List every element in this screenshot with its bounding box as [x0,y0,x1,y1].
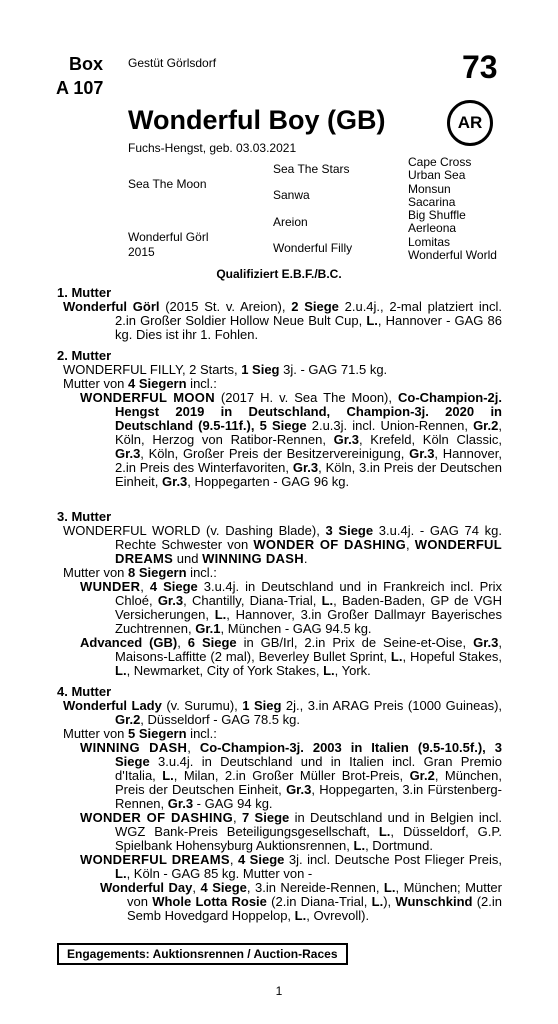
fourth-dam-text: Wonderful Lady (v. Surumu), 1 Sieg 2j., 3.in ARAG Preis (1000 Guineas), Gr.2, Düsseldorf - GAG 78.5 kg. [63,698,503,727]
list-item: WONDERFUL MOON (2017 H. v. Sea The Moon), Co-Champion-2j. Hengst 2019 in Deutschland, Champion-3j. 2020 in Deutschland (9.5-11f.), 5 Siege 2.u.3j. incl. Union-Rennen, Gr.2, Köln, Herzog von Ratibor-Rennen, Gr.3, Krefeld, Köln Classic, Gr.3, Köln, Großer Preis der Besitzervereinigung, Gr.3, Hannover, 2.in Preis des Winterfavoriten, Gr.3, Köln, 3.in Preis der Deutschen Einheit, Gr.3, Hoppegarten - GAG 96 kg. [80,390,502,489]
third-dam-section [57,510,502,678]
catalogue-number: 73 [462,49,498,85]
list-item: Wonderful Day, 4 Siege, 3.in Nereide-Rennen, L., München; Mutter von Whole Lotta Rosie (2.in Diana-Trial, L.), Wunschkind (2.in Semb Hovedgard Hoppelop, L., Ovrevoll). [100,880,502,923]
pedigree-gen2: Sea The Stars [273,162,350,176]
fourth-dam-heading: 4. Mutter [57,684,112,699]
page-number: 1 [275,984,283,998]
fourth-dam-section [57,685,502,923]
list-item: WUNDER, 4 Siege 3.u.4j. in Deutschland und in Frankreich incl. Prix Chloé, Gr.3, Chantilly, Diana-Trial, L., Baden-Baden, GP de VGH Versicherungen, L., Hannover, 3.in Großer Dallmayr Bayerisches Zuchtrennen, Gr.1, München - GAG 94.5 kg. [80,579,502,636]
pedigree-sire: Sea The Moon [128,177,207,191]
pedigree-gen3: Lomitas [408,235,451,249]
pedigree-gen3: Wonderful World [408,248,497,262]
pedigree-gen3: Urban Sea [408,168,466,182]
second-dam-text: WONDERFUL FILLY, 2 Starts, 1 Sieg 3j. - GAG 71.5 kg. [63,362,388,377]
pedigree-gen2: Sanwa [273,188,310,202]
first-dam-section [57,286,502,342]
pedigree-gen3: Aerleona [408,221,457,235]
pedigree-gen3: Sacarina [408,195,456,209]
list-item: WINNING DASH, Co-Champion-3j. 2003 in Italien (9.5-10.5f.), 3 Siege 3.u.4j. in Deutschland und in Italien incl. Gran Premio d'Italia, L., Milan, 2.in Großer Müller Brot-Preis, Gr.2, München, Preis der Deutschen Einheit, Gr.3, Hoppegarten, 3.in Fürstenberg-Rennen, Gr.3 - GAG 94 kg. [80,740,503,811]
third-dam-heading: 3. Mutter [57,509,112,524]
breeder: Gestüt Görlsdorf [128,56,217,70]
third-dam-produce-intro: Mutter von 8 Siegern incl.: [63,565,217,580]
pedigree-gen3: Big Shuffle [408,208,466,222]
first-dam-heading: 1. Mutter [57,285,112,300]
third-dam-text: WONDERFUL WORLD (v. Dashing Blade), 3 Siege 3.u.4j. - GAG 74 kg. Rechte Schwester von WONDER OF DASHING, WONDERFUL DREAMS und WINNING DASH. [63,523,502,566]
second-dam-section [57,349,502,489]
second-dam-heading: 2. Mutter [57,348,112,363]
pedigree-gen2: Areion [273,215,308,229]
list-item: WONDERFUL DREAMS, 4 Siege 3j. incl. Deutsche Post Flieger Preis, L., Köln - GAG 85 kg. Mutter von - [80,852,503,881]
list-item: WONDER OF DASHING, 7 Siege in Deutschland und in Belgien incl. WGZ Bank-Preis Beteiligungsgesellschaft, L., Düsseldorf, G.P. Spielbank Hohensyburg Auktionsrennen, L., Dortmund. [80,810,502,853]
horse-description: Fuchs-Hengst, geb. 03.03.2021 [128,141,297,155]
engagements-box: Engagements: Auktionsrennen / Auction-Races [57,943,348,965]
horse-name: Wonderful Boy (GB) [128,105,386,135]
pedigree-gen3: Cape Cross [408,155,472,169]
ar-badge: AR [447,100,493,146]
box-label: Box [69,54,104,74]
fourth-dam-produce-intro: Mutter von 5 Siegern incl.: [63,726,217,741]
pedigree-gen2: Wonderful Filly [273,241,353,255]
pedigree-dam-year: 2015 [128,245,155,259]
box-number: A 107 [56,78,104,98]
pedigree-dam: Wonderful Görl [128,230,209,244]
list-item: Advanced (GB), 6 Siege in GB/Irl, 2.in Prix de Seine-et-Oise, Gr.3, Maisons-Laffitte (2 mal), Beverley Bullet Sprint, L., Hopeful Stakes, L., Newmarket, City of York Stakes, L., York. [80,635,502,678]
qualification: Qualifiziert E.B.F./B.C. [216,267,342,281]
first-dam-text: Wonderful Görl (2015 St. v. Areion), 2 Siege 2.u.4j., 2-mal platziert incl. 2.in Großer Soldier Hollow Neue Bult Cup, L., Hannover - GAG 86 kg. Dies ist ihr 1. Fohlen. [63,299,502,342]
second-dam-produce-intro: Mutter von 4 Siegern incl.: [63,376,217,391]
pedigree-gen3: Monsun [408,182,451,196]
